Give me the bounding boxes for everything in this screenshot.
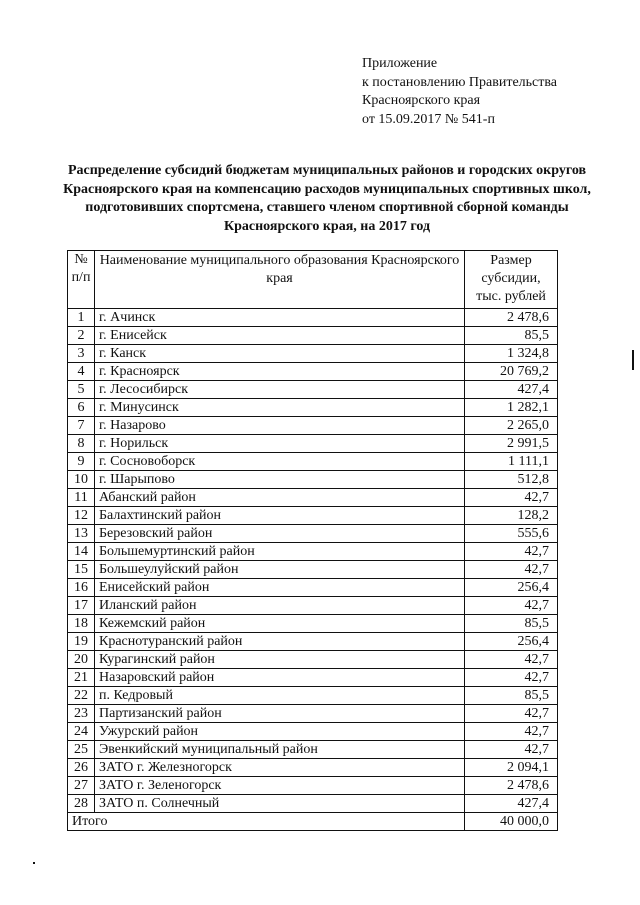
header-amount: Размер субсидии, тыс. рублей [465,251,558,309]
row-amount: 1 282,1 [465,399,558,417]
row-num: 25 [68,741,95,759]
table-row [68,651,558,669]
row-amount: 2 094,1 [465,759,558,777]
row-name: Ужурский район [95,723,465,741]
row-amount: 427,4 [465,381,558,399]
table-row [68,543,558,561]
row-num: 10 [68,471,95,489]
row-amount: 2 478,6 [465,777,558,795]
row-name: Балахтинский район [95,507,465,525]
row-amount: 42,7 [465,705,558,723]
row-name: Назаровский район [95,669,465,687]
table-row [68,777,558,795]
row-num: 12 [68,507,95,525]
table-row [68,507,558,525]
table-body [68,309,558,813]
table-row [68,453,558,471]
row-num: 14 [68,543,95,561]
table-row [68,435,558,453]
document-title: Распределение субсидий бюджетам муниципальных районов и городских округов Красноярского края на компенсацию расходов муниципальных спортивных школ, подготовивших спортсмена, ставшего членом спортивной сборной команды Красноярского края, на 2017 год [63,163,591,234]
row-num: 26 [68,759,95,777]
row-amount: 2 991,5 [465,435,558,453]
total-amount: 40 000,0 [465,813,558,831]
table-row [68,363,558,381]
table-row [68,309,558,327]
table-row [68,615,558,633]
row-name: ЗАТО п. Солнечный [95,795,465,813]
row-amount: 128,2 [465,507,558,525]
row-name: Краснотуранский район [95,633,465,651]
row-name: г. Енисейск [95,327,465,345]
row-num: 16 [68,579,95,597]
total-row [68,813,558,831]
table-header-row [68,251,558,309]
row-num: 11 [68,489,95,507]
table-row [68,399,558,417]
row-amount: 85,5 [465,327,558,345]
row-amount: 555,6 [465,525,558,543]
row-num: 20 [68,651,95,669]
row-amount: 1 111,1 [465,453,558,471]
row-name: ЗАТО г. Зеленогорск [95,777,465,795]
table-row [68,633,558,651]
table-row [68,345,558,363]
row-num: 18 [68,615,95,633]
row-num: 19 [68,633,95,651]
row-amount: 42,7 [465,651,558,669]
header-num: № п/п [68,251,95,309]
row-name: Енисейский район [95,579,465,597]
row-num: 8 [68,435,95,453]
row-amount: 42,7 [465,561,558,579]
table-row [68,561,558,579]
table-row [68,741,558,759]
row-name: ЗАТО г. Железногорск [95,759,465,777]
row-num: 15 [68,561,95,579]
row-amount: 427,4 [465,795,558,813]
row-name: г. Красноярск [95,363,465,381]
table-row [68,381,558,399]
row-num: 5 [68,381,95,399]
row-num: 13 [68,525,95,543]
total-label: Итого [68,813,465,831]
row-num: 1 [68,309,95,327]
table-row [68,705,558,723]
row-num: 2 [68,327,95,345]
row-name: Партизанский район [95,705,465,723]
row-amount: 42,7 [465,597,558,615]
appendix-line-2: к постановлению Правительства [362,74,558,90]
row-amount: 85,5 [465,687,558,705]
row-num: 21 [68,669,95,687]
row-name: Большемуртинский район [95,543,465,561]
table-row [68,723,558,741]
row-name: Кежемский район [95,615,465,633]
row-amount: 85,5 [465,615,558,633]
table-row [68,579,558,597]
appendix-line-3: Красноярского края [362,93,481,108]
table-row [68,327,558,345]
row-name: Большеулуйский район [95,561,465,579]
row-name: Эвенкийский муниципальный район [95,741,465,759]
row-num: 24 [68,723,95,741]
row-name: Курагинский район [95,651,465,669]
row-amount: 2 265,0 [465,417,558,435]
row-num: 6 [68,399,95,417]
row-name: г. Норильск [95,435,465,453]
row-amount: 42,7 [465,543,558,561]
table-row [68,417,558,435]
row-name: г. Шарыпово [95,471,465,489]
row-name: г. Лесосибирск [95,381,465,399]
row-amount: 2 478,6 [465,309,558,327]
row-amount: 512,8 [465,471,558,489]
row-name: г. Ачинск [95,309,465,327]
row-amount: 1 324,8 [465,345,558,363]
scan-dot-mark [33,862,35,864]
row-num: 27 [68,777,95,795]
row-amount: 42,7 [465,723,558,741]
table-row [68,759,558,777]
row-name: г. Минусинск [95,399,465,417]
row-num: 17 [68,597,95,615]
table-row [68,669,558,687]
row-num: 28 [68,795,95,813]
row-name: г. Сосновоборск [95,453,465,471]
row-num: 7 [68,417,95,435]
row-name: г. Канск [95,345,465,363]
subsidy-table [67,250,558,831]
row-name: Абанский район [95,489,465,507]
row-num: 4 [68,363,95,381]
row-name: г. Назарово [95,417,465,435]
row-amount: 20 769,2 [465,363,558,381]
row-amount: 42,7 [465,741,558,759]
scan-edge-mark [632,350,634,370]
row-amount: 256,4 [465,633,558,651]
row-name: п. Кедровый [95,687,465,705]
appendix-block [362,55,557,129]
row-num: 23 [68,705,95,723]
row-name: Иланский район [95,597,465,615]
appendix-line-1: Приложение [362,56,438,71]
row-amount: 42,7 [465,489,558,507]
row-num: 22 [68,687,95,705]
row-num: 9 [68,453,95,471]
table-row [68,525,558,543]
row-name: Березовский район [95,525,465,543]
table-row [68,489,558,507]
table-row [68,687,558,705]
row-amount: 42,7 [465,669,558,687]
row-num: 3 [68,345,95,363]
appendix-line-4: от 15.09.2017 № 541-п [362,111,495,127]
table-row [68,471,558,489]
row-amount: 256,4 [465,579,558,597]
table-row [68,597,558,615]
header-name: Наименование муниципального образования Красноярского края [95,251,465,309]
table-row [68,795,558,813]
